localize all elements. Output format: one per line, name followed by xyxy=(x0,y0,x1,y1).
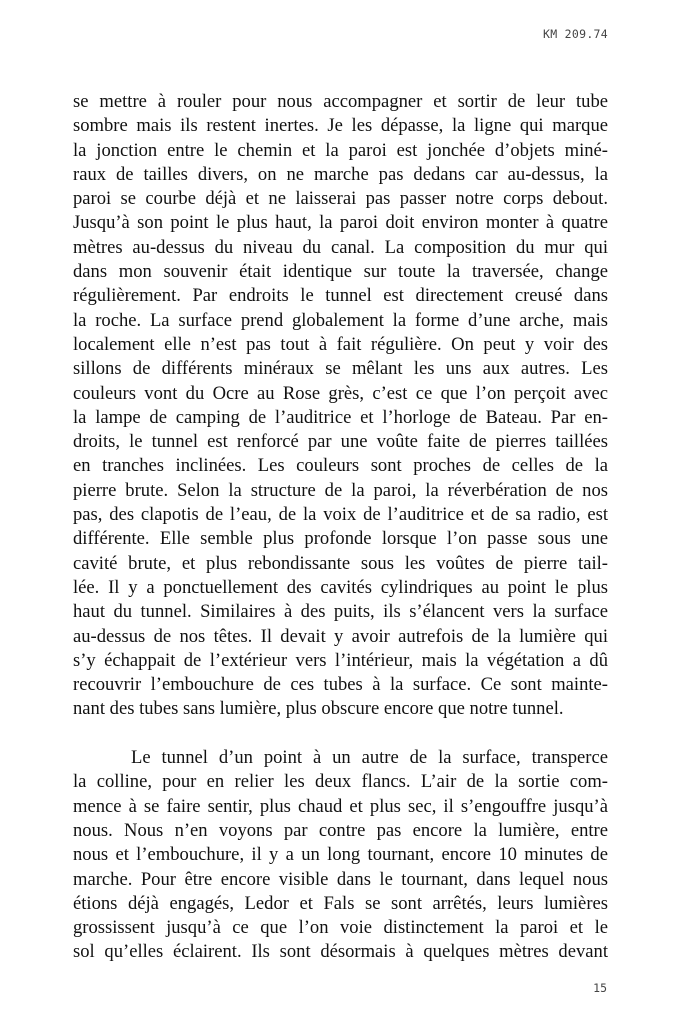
text-line: mètres au-dessus du niveau du canal. La composition du mur qui xyxy=(73,236,608,258)
text-line: recouvrir l’embouchure de ces tubes à la surface. Ce sont mainte- xyxy=(73,674,608,696)
text-line: étions déjà engagés, Ledor et Fals se sont arrêtés, leurs lumières xyxy=(73,892,608,914)
page-number: 15 xyxy=(593,981,607,995)
text-line: régulièrement. Par endroits le tunnel est directement creusé dans xyxy=(73,285,608,307)
text-line: pierre brute. Selon la structure de la paroi, la réverbération de nos xyxy=(73,479,608,501)
text-line: cavité brute, et plus rebondissante sous les voûtes de pierre tail- xyxy=(73,552,608,574)
text-line: Le tunnel d’un point à un autre de la surface, transperce xyxy=(131,747,608,769)
text-line: dans mon souvenir était identique sur toute la traversée, change xyxy=(73,261,608,283)
text-line: la colline, pour en relier les deux flancs. L’air de la sortie com- xyxy=(73,771,608,793)
text-line: sillons de différents minéraux se mêlant les uns aux autres. Les xyxy=(73,358,608,380)
text-line: la lampe de camping de l’auditrice et l’horloge de Bateau. Par en- xyxy=(73,406,608,428)
text-line: nous et l’embouchure, il y a un long tournant, encore 10 minutes de xyxy=(73,844,608,866)
text-line: pas, des clapotis de l’eau, de la voix de l’auditrice et de sa radio, est xyxy=(73,504,608,526)
paragraph-gap xyxy=(73,722,608,746)
text-line: sombre mais ils restent inertes. Je les dépasse, la ligne qui marque xyxy=(73,115,608,137)
text-line: couleurs vont du Ocre au Rose grès, c’est ce que l’on perçoit avec xyxy=(73,382,608,404)
text-line: marche. Pour être encore visible dans le tournant, dans lequel nous xyxy=(73,868,608,890)
text-line: la roche. La surface prend globalement la forme d’une arche, mais xyxy=(73,309,608,331)
text-line: la jonction entre le chemin et la paroi est jonchée d’objets miné- xyxy=(73,139,608,161)
body-text xyxy=(73,90,608,965)
paragraph-2 xyxy=(73,746,608,965)
text-line: mence à se faire sentir, plus chaud et plus sec, il s’engouffre jusqu’à xyxy=(73,795,608,817)
text-line: différente. Elle semble plus profonde lorsque l’on passe sous une xyxy=(73,528,608,550)
text-line: au-dessus de nos têtes. Il devait y avoir autrefois de la lumière qui xyxy=(73,625,608,647)
text-line: droits, le tunnel est renforcé par une voûte faite de pierres taillées xyxy=(73,431,608,453)
text-line: raux de tailles divers, on ne marche pas dedans car au-dessus, la xyxy=(73,163,608,185)
text-line: nous. Nous n’en voyons par contre pas encore la lumière, entre xyxy=(73,819,608,841)
running-header: KM 209.74 xyxy=(542,27,608,41)
text-line: se mettre à rouler pour nous accompagner et sortir de leur tube xyxy=(73,91,608,112)
paragraph-1 xyxy=(73,90,608,722)
text-line: nant des tubes sans lumière, plus obscure encore que notre tunnel. xyxy=(73,698,564,720)
text-line: paroi se courbe déjà et ne laisserai pas passer notre corps debout. xyxy=(73,188,608,210)
text-line: sol qu’elles éclairent. Ils sont désormais à quelques mètres devant xyxy=(73,941,608,963)
text-line: s’y échappait de l’extérieur vers l’intérieur, mais la végétation a dû xyxy=(73,649,608,671)
text-line: Jusqu’à son point le plus haut, la paroi doit environ monter à quatre xyxy=(73,212,608,234)
text-line: localement elle n’est pas tout à fait régulière. On peut y voir des xyxy=(73,333,608,355)
text-line: lée. Il y a ponctuellement des cavités cylindriques au point le plus xyxy=(73,576,608,598)
text-line: en tranches inclinées. Les couleurs sont proches de celles de la xyxy=(73,455,608,477)
text-line: grossissent jusqu’à ce que l’on voie distinctement la paroi et le xyxy=(73,917,608,939)
text-line: haut du tunnel. Similaires à des puits, ils s’élancent vers la surface xyxy=(73,601,608,623)
